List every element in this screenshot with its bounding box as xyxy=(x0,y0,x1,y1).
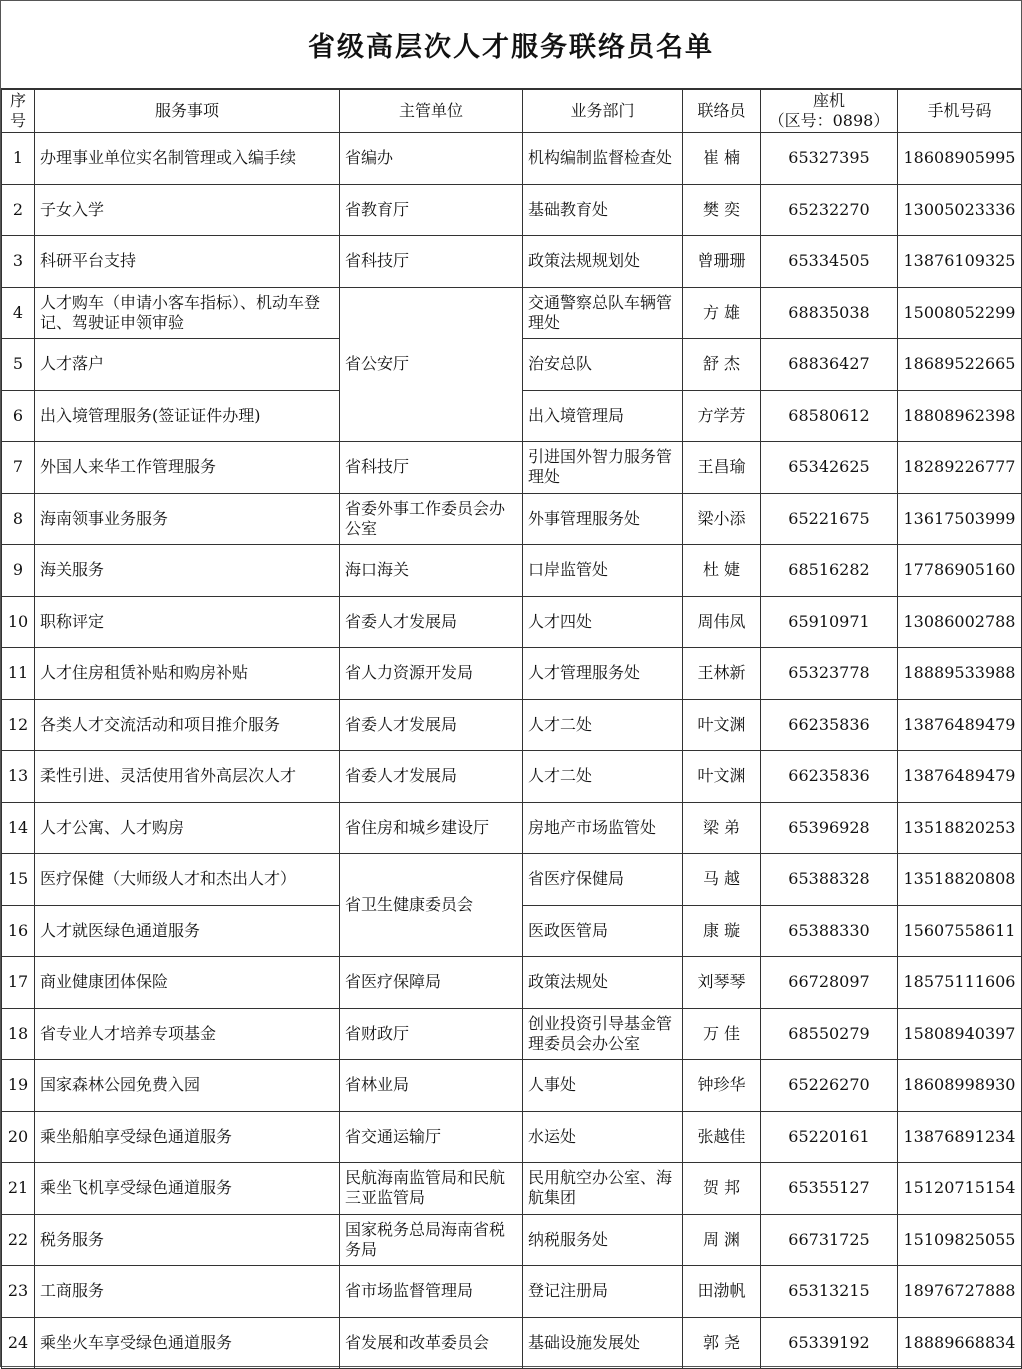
cell-unit: 省人力资源开发局 xyxy=(340,648,523,700)
cell-seq: 8 xyxy=(2,493,35,545)
cell-item: 外国人来华工作管理服务 xyxy=(35,442,340,494)
table-row xyxy=(2,802,1022,854)
cell-mobile: 13876891234 xyxy=(898,1111,1022,1163)
cell-phone: 65323778 xyxy=(761,648,898,700)
cell-item: 人才落户 xyxy=(35,339,340,391)
cell-unit: 省委外事工作委员会办公室 xyxy=(340,493,523,545)
cell-seq: 13 xyxy=(2,751,35,803)
cell-dept: 纳税服务处 xyxy=(523,1214,683,1266)
cell-unit: 省科技厅 xyxy=(340,442,523,494)
cell-contact: 梁 弟 xyxy=(683,802,761,854)
header-item: 服务事项 xyxy=(35,90,340,133)
cell-dept: 政策法规处 xyxy=(523,957,683,1009)
cell-seq: 15 xyxy=(2,854,35,906)
cell-dept: 交通警察总队车辆管理处 xyxy=(523,287,683,339)
cell-mobile: 18608998930 xyxy=(898,1060,1022,1112)
cell-contact: 叶文渊 xyxy=(683,751,761,803)
cell-dept: 引进国外智力服务管理处 xyxy=(523,442,683,494)
cell-phone: 68580612 xyxy=(761,390,898,442)
cell-seq: 17 xyxy=(2,957,35,1009)
cell-unit: 省发展和改革委员会 xyxy=(340,1317,523,1369)
cell-mobile: 18289226777 xyxy=(898,442,1022,494)
header-seq: 序号 xyxy=(2,90,35,133)
cell-phone: 65220161 xyxy=(761,1111,898,1163)
cell-contact: 崔 楠 xyxy=(683,133,761,185)
cell-unit: 省教育厅 xyxy=(340,184,523,236)
cell-seq: 18 xyxy=(2,1008,35,1060)
table-header-row xyxy=(2,90,1022,133)
table-row xyxy=(2,545,1022,597)
cell-phone: 65388330 xyxy=(761,905,898,957)
cell-item: 人才住房租赁补贴和购房补贴 xyxy=(35,648,340,700)
cell-seq: 7 xyxy=(2,442,35,494)
table-row xyxy=(2,648,1022,700)
cell-dept: 人才二处 xyxy=(523,751,683,803)
cell-phone: 65355127 xyxy=(761,1163,898,1215)
cell-mobile: 17786905160 xyxy=(898,545,1022,597)
cell-contact: 周 渊 xyxy=(683,1214,761,1266)
cell-item: 职称评定 xyxy=(35,596,340,648)
cell-unit: 省编办 xyxy=(340,133,523,185)
document-title: 省级高层次人才服务联络员名单 xyxy=(1,1,1021,89)
cell-mobile: 18976727888 xyxy=(898,1266,1022,1318)
cell-seq: 24 xyxy=(2,1317,35,1369)
cell-mobile: 13617503999 xyxy=(898,493,1022,545)
cell-unit: 省交通运输厅 xyxy=(340,1111,523,1163)
cell-seq: 11 xyxy=(2,648,35,700)
cell-unit: 省财政厅 xyxy=(340,1008,523,1060)
cell-item: 海南领事业务服务 xyxy=(35,493,340,545)
cell-contact: 万 佳 xyxy=(683,1008,761,1060)
cell-unit: 省公安厅 xyxy=(340,287,523,442)
cell-dept: 水运处 xyxy=(523,1111,683,1163)
cell-phone: 66728097 xyxy=(761,957,898,1009)
cell-seq: 22 xyxy=(2,1214,35,1266)
cell-phone: 66235836 xyxy=(761,751,898,803)
cell-phone: 65327395 xyxy=(761,133,898,185)
cell-dept: 机构编制监督检查处 xyxy=(523,133,683,185)
cell-phone: 65232270 xyxy=(761,184,898,236)
cell-seq: 19 xyxy=(2,1060,35,1112)
cell-phone: 65910971 xyxy=(761,596,898,648)
cell-unit: 省委人才发展局 xyxy=(340,596,523,648)
cell-contact: 叶文渊 xyxy=(683,699,761,751)
cell-item: 人才公寓、人才购房 xyxy=(35,802,340,854)
cell-mobile: 13876109325 xyxy=(898,236,1022,288)
cell-contact: 钟珍华 xyxy=(683,1060,761,1112)
cell-contact: 周伟凤 xyxy=(683,596,761,648)
cell-unit: 国家税务总局海南省税务局 xyxy=(340,1214,523,1266)
cell-item: 医疗保健（大师级人才和杰出人才） xyxy=(35,854,340,906)
cell-mobile: 15120715154 xyxy=(898,1163,1022,1215)
cell-dept: 治安总队 xyxy=(523,339,683,391)
header-mobile: 手机号码 xyxy=(898,90,1022,133)
cell-mobile: 15808940397 xyxy=(898,1008,1022,1060)
table-row xyxy=(2,236,1022,288)
cell-seq: 20 xyxy=(2,1111,35,1163)
cell-phone: 68550279 xyxy=(761,1008,898,1060)
cell-contact: 康 璇 xyxy=(683,905,761,957)
cell-unit: 省科技厅 xyxy=(340,236,523,288)
cell-contact: 马 越 xyxy=(683,854,761,906)
cell-seq: 21 xyxy=(2,1163,35,1215)
table-row xyxy=(2,442,1022,494)
cell-phone: 68836427 xyxy=(761,339,898,391)
cell-phone: 65342625 xyxy=(761,442,898,494)
cell-seq: 9 xyxy=(2,545,35,597)
cell-contact: 张越佳 xyxy=(683,1111,761,1163)
cell-contact: 王昌瑜 xyxy=(683,442,761,494)
header-contact: 联络员 xyxy=(683,90,761,133)
cell-phone: 68835038 xyxy=(761,287,898,339)
cell-seq: 2 xyxy=(2,184,35,236)
table-row xyxy=(2,1008,1022,1060)
cell-phone: 66731725 xyxy=(761,1214,898,1266)
header-phone xyxy=(761,90,898,133)
table-row xyxy=(2,596,1022,648)
cell-seq: 14 xyxy=(2,802,35,854)
cell-seq: 10 xyxy=(2,596,35,648)
cell-mobile: 13518820253 xyxy=(898,802,1022,854)
cell-item: 海关服务 xyxy=(35,545,340,597)
cell-seq: 23 xyxy=(2,1266,35,1318)
cell-seq: 12 xyxy=(2,699,35,751)
cell-seq: 5 xyxy=(2,339,35,391)
table-body xyxy=(2,133,1022,1369)
cell-contact: 杜 婕 xyxy=(683,545,761,597)
cell-mobile: 15008052299 xyxy=(898,287,1022,339)
cell-unit: 民航海南监管局和民航三亚监管局 xyxy=(340,1163,523,1215)
cell-phone: 65334505 xyxy=(761,236,898,288)
cell-dept: 政策法规规划处 xyxy=(523,236,683,288)
cell-item: 出入境管理服务(签证证件办理) xyxy=(35,390,340,442)
cell-item: 乘坐火车享受绿色通道服务 xyxy=(35,1317,340,1369)
cell-mobile: 18808962398 xyxy=(898,390,1022,442)
cell-mobile: 13876489479 xyxy=(898,699,1022,751)
table-row xyxy=(2,1266,1022,1318)
cell-dept: 人才四处 xyxy=(523,596,683,648)
cell-item: 各类人才交流活动和项目推介服务 xyxy=(35,699,340,751)
cell-dept: 房地产市场监管处 xyxy=(523,802,683,854)
contact-table xyxy=(1,89,1022,1369)
cell-mobile: 15607558611 xyxy=(898,905,1022,957)
cell-contact: 舒 杰 xyxy=(683,339,761,391)
cell-dept: 基础设施发展处 xyxy=(523,1317,683,1369)
cell-mobile: 18575111606 xyxy=(898,957,1022,1009)
cell-contact: 樊 奕 xyxy=(683,184,761,236)
cell-unit: 省委人才发展局 xyxy=(340,699,523,751)
cell-dept: 民用航空办公室、海航集团 xyxy=(523,1163,683,1215)
cell-contact: 刘琴琴 xyxy=(683,957,761,1009)
cell-dept: 省医疗保健局 xyxy=(523,854,683,906)
header-phone-line1: 座机 xyxy=(812,91,845,110)
table-row xyxy=(2,493,1022,545)
cell-mobile: 18889533988 xyxy=(898,648,1022,700)
cell-contact: 梁小添 xyxy=(683,493,761,545)
table-row xyxy=(2,957,1022,1009)
header-phone-line2: （区号：0898） xyxy=(768,111,890,130)
cell-phone: 65396928 xyxy=(761,802,898,854)
table-row xyxy=(2,699,1022,751)
cell-seq: 3 xyxy=(2,236,35,288)
cell-mobile: 13005023336 xyxy=(898,184,1022,236)
cell-item: 乘坐船舶享受绿色通道服务 xyxy=(35,1111,340,1163)
cell-dept: 基础教育处 xyxy=(523,184,683,236)
cell-item: 工商服务 xyxy=(35,1266,340,1318)
cell-item: 国家森林公园免费入园 xyxy=(35,1060,340,1112)
cell-item: 办理事业单位实名制管理或入编手续 xyxy=(35,133,340,185)
cell-phone: 65226270 xyxy=(761,1060,898,1112)
cell-contact: 方 雄 xyxy=(683,287,761,339)
cell-dept: 外事管理服务处 xyxy=(523,493,683,545)
cell-dept: 出入境管理局 xyxy=(523,390,683,442)
cell-unit: 省委人才发展局 xyxy=(340,751,523,803)
cell-unit: 省医疗保障局 xyxy=(340,957,523,1009)
cell-contact: 曾珊珊 xyxy=(683,236,761,288)
cell-dept: 医政医管局 xyxy=(523,905,683,957)
header-unit: 主管单位 xyxy=(340,90,523,133)
table-row xyxy=(2,1317,1022,1369)
cell-contact: 田渤帆 xyxy=(683,1266,761,1318)
cell-mobile: 15109825055 xyxy=(898,1214,1022,1266)
cell-mobile: 13876489479 xyxy=(898,751,1022,803)
cell-dept: 登记注册局 xyxy=(523,1266,683,1318)
cell-seq: 4 xyxy=(2,287,35,339)
cell-dept: 人事处 xyxy=(523,1060,683,1112)
cell-item: 税务服务 xyxy=(35,1214,340,1266)
cell-item: 子女入学 xyxy=(35,184,340,236)
cell-dept: 口岸监管处 xyxy=(523,545,683,597)
cell-phone: 65388328 xyxy=(761,854,898,906)
cell-seq: 16 xyxy=(2,905,35,957)
cell-contact: 贺 邦 xyxy=(683,1163,761,1215)
table-row xyxy=(2,287,1022,339)
cell-item: 商业健康团体保险 xyxy=(35,957,340,1009)
table-row xyxy=(2,751,1022,803)
cell-dept: 创业投资引导基金管理委员会办公室 xyxy=(523,1008,683,1060)
cell-phone: 66235836 xyxy=(761,699,898,751)
cell-contact: 方学芳 xyxy=(683,390,761,442)
table-row xyxy=(2,854,1022,906)
cell-unit: 省市场监督管理局 xyxy=(340,1266,523,1318)
cell-mobile: 18608905995 xyxy=(898,133,1022,185)
cell-item: 人才购车（申请小客车指标）、机动车登记、驾驶证申领审验 xyxy=(35,287,340,339)
cell-phone: 65221675 xyxy=(761,493,898,545)
cell-dept: 人才管理服务处 xyxy=(523,648,683,700)
table-row xyxy=(2,1163,1022,1215)
cell-item: 柔性引进、灵活使用省外高层次人才 xyxy=(35,751,340,803)
header-dept: 业务部门 xyxy=(523,90,683,133)
cell-mobile: 18889668834 xyxy=(898,1317,1022,1369)
cell-contact: 郭 尧 xyxy=(683,1317,761,1369)
cell-seq: 1 xyxy=(2,133,35,185)
cell-item: 人才就医绿色通道服务 xyxy=(35,905,340,957)
cell-item: 科研平台支持 xyxy=(35,236,340,288)
table-row xyxy=(2,1111,1022,1163)
cell-phone: 65313215 xyxy=(761,1266,898,1318)
cell-phone: 65339192 xyxy=(761,1317,898,1369)
table-row xyxy=(2,1214,1022,1266)
cell-unit: 省卫生健康委员会 xyxy=(340,854,523,957)
cell-phone: 68516282 xyxy=(761,545,898,597)
cell-unit: 省住房和城乡建设厅 xyxy=(340,802,523,854)
cell-item: 省专业人才培养专项基金 xyxy=(35,1008,340,1060)
cell-dept: 人才二处 xyxy=(523,699,683,751)
table-row xyxy=(2,1060,1022,1112)
cell-seq: 6 xyxy=(2,390,35,442)
table-row xyxy=(2,184,1022,236)
cell-unit: 海口海关 xyxy=(340,545,523,597)
cell-mobile: 13086002788 xyxy=(898,596,1022,648)
cell-mobile: 13518820808 xyxy=(898,854,1022,906)
cell-item: 乘坐飞机享受绿色通道服务 xyxy=(35,1163,340,1215)
cell-mobile: 18689522665 xyxy=(898,339,1022,391)
cell-contact: 王林新 xyxy=(683,648,761,700)
table-row xyxy=(2,133,1022,185)
cell-unit: 省林业局 xyxy=(340,1060,523,1112)
